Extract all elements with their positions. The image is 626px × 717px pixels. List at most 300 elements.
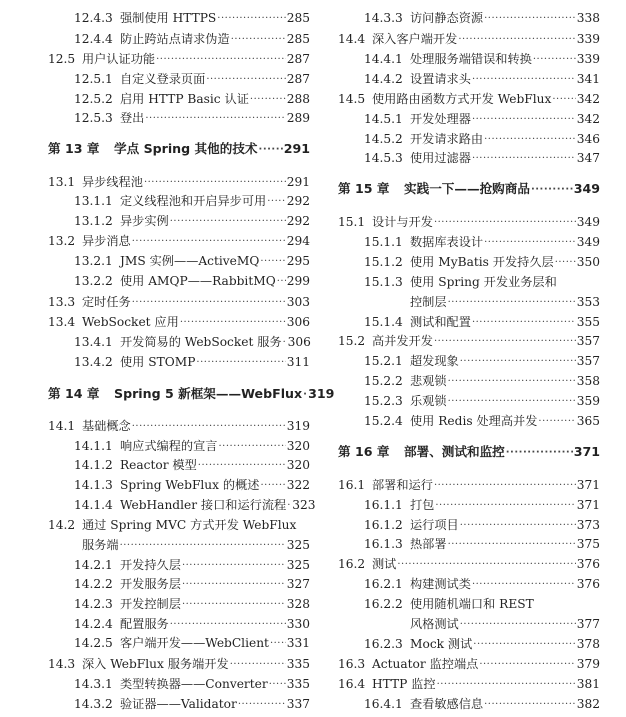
dot-leader [460,515,576,535]
toc-number: 14.2.4 [74,617,113,631]
toc-title: 测试和配置 [410,315,471,329]
toc-title: 使用 AMQP——RabbitMQ [120,274,276,288]
toc-page: 287 [286,52,310,66]
dot-leader [531,179,573,199]
toc-entry-15-2-3[interactable] [338,391,600,411]
toc-entry-14-4-2[interactable] [338,69,600,89]
toc-entry-16-2-1[interactable] [338,574,600,594]
toc-entry-14-5-1[interactable] [338,109,600,129]
toc-number: 13.4.1 [74,335,113,349]
toc-entry-16-3[interactable] [338,654,600,674]
toc-number: 14.1 [48,419,76,433]
toc-page: 299 [286,274,310,288]
toc-number: 12.4.3 [74,11,113,25]
toc-number: 16.2 [338,557,366,571]
toc-chapter-15[interactable] [338,179,600,199]
dot-leader [250,89,286,109]
toc-entry-15-1-3[interactable] [338,272,600,292]
toc-number: 16.1.3 [364,537,403,551]
chapter-title: 学点 Spring 其他的技术 [114,141,258,156]
dot-leader [397,554,575,574]
toc-number: 14.5.2 [364,132,403,146]
toc-title: 打包 [410,498,435,512]
dot-leader [259,139,283,159]
dot-leader [538,411,575,431]
toc-title: 开发服务层 [120,577,181,591]
dot-leader [170,211,286,231]
toc-number: 14.5.1 [364,112,403,126]
dot-leader [460,351,576,371]
toc-title: 异步实例 [120,214,169,228]
toc-page: 331 [286,636,310,650]
toc-entry-13-1-1[interactable] [48,191,310,211]
dot-leader [484,8,576,28]
toc-page: 292 [286,194,310,208]
chapter-number: 第 13 章 [48,141,100,156]
toc-title: 超发现象 [410,354,459,368]
toc-page: 378 [576,637,600,651]
toc-entry-14-1[interactable] [48,416,310,436]
toc-entry-12-5[interactable] [48,49,310,69]
dot-leader [270,633,286,653]
toc-title: 配置服务 [120,617,169,631]
toc-page: 349 [576,215,600,229]
toc-page: 376 [576,557,600,571]
toc-title: 运行项目 [410,518,459,532]
dot-leader [434,331,576,351]
toc-entry-14-5[interactable] [338,89,600,109]
toc-page: 365 [576,414,600,428]
toc-entry-13-4[interactable] [48,312,310,332]
toc-entry-16-1-2[interactable] [338,515,600,535]
dot-leader [182,574,286,594]
toc-title: 部署和运行 [372,478,433,492]
toc-title: 开发控制层 [120,597,181,611]
toc-entry-16-2-2[interactable] [338,594,600,614]
toc-title: 定义线程池和开启异步可用 [120,194,267,208]
toc-number: 12.5.2 [74,92,113,106]
dot-leader [132,231,286,251]
toc-entry-13-4-2[interactable] [48,352,310,372]
toc-number: 12.5.3 [74,111,113,125]
toc-title: 使用 STOMP [120,355,196,369]
dot-leader [156,49,286,69]
toc-page: 349 [573,181,600,196]
toc-title: 客户端开发——WebClient [120,636,269,650]
toc-entry-14-2-continued[interactable] [48,535,310,555]
toc-title: 用户认证功能 [82,52,156,66]
toc-number: 12.5 [48,52,76,66]
dot-leader [277,271,286,291]
toc-number: 15.1.2 [364,255,403,269]
toc-number: 12.4.4 [74,32,113,46]
toc-entry-14-2-5[interactable] [48,633,310,653]
toc-number: 15.1.1 [364,235,403,249]
toc-number: 15.2.1 [364,354,403,368]
toc-title: 基础概念 [82,419,131,433]
dot-leader [170,614,286,634]
toc-entry-14-1-2[interactable] [48,455,310,475]
toc-page: 287 [286,72,310,86]
toc-number: 13.2 [48,234,76,248]
toc-title: 响应式编程的宣言 [120,439,218,453]
toc-number: 14.1.4 [74,498,113,512]
toc-title: 强制使用 HTTPS [120,11,217,25]
toc-title: 使用 Redis 处理高并发 [410,414,538,428]
dot-leader [552,89,575,109]
toc-title: 使用路由函数方式开发 WebFlux [372,92,552,106]
dot-leader [484,129,576,149]
toc-title: 定时任务 [82,295,131,309]
chapter-title: 部署、测试和监控 [404,444,505,459]
toc-page: 346 [576,132,600,146]
toc-entry-14-5-2[interactable] [338,129,600,149]
toc-entry-14-2[interactable] [48,515,310,535]
toc-entry-13-4-1[interactable] [48,332,310,352]
toc-entry-15-1-3-continued[interactable] [338,292,600,312]
toc-entry-14-3-2[interactable] [48,694,310,714]
toc-title: WebSocket 应用 [82,315,179,329]
toc-entry-16-4[interactable] [338,674,600,694]
toc-title: Actuator 监控端点 [372,657,479,671]
toc-number: 15.2.2 [364,374,403,388]
toc-page: 371 [576,478,600,492]
toc-number: 14.2 [48,518,76,532]
toc-number: 14.4 [338,32,366,46]
toc-number: 14.2.1 [74,558,113,572]
toc-page: 291 [286,175,310,189]
toc-title: 类型转换器——Converter [120,677,268,691]
toc-page: 285 [286,32,310,46]
toc-page: 353 [576,295,600,309]
dot-leader [448,371,576,391]
toc-entry-16-1-1[interactable] [338,495,600,515]
toc-title: 设计与开发 [372,215,433,229]
toc-entry-14-1-4[interactable] [48,495,316,515]
toc-entry-14-2-2[interactable] [48,574,310,594]
toc-title: 服务端 [82,538,119,552]
toc-entry-14-3[interactable] [48,654,310,674]
toc-page: 306 [287,335,311,349]
dot-leader [448,292,576,312]
toc-number: 14.2.3 [74,597,113,611]
toc-number: 15.2.3 [364,394,403,408]
toc-number: 13.4.2 [74,355,113,369]
toc-page: 371 [573,444,600,459]
dot-leader [260,251,285,271]
chapter-title: 实践一下——抢购商品 [404,181,530,196]
toc-entry-16-1[interactable] [338,475,600,495]
toc-page: 285 [286,11,310,25]
toc-title: 查看敏感信息 [410,697,484,711]
toc-number: 15.1.3 [364,275,403,289]
toc-title: 防止跨站点请求伪造 [120,32,230,46]
dot-leader [472,574,576,594]
toc-entry-15-1-4[interactable] [338,312,600,332]
toc-number: 14.2.5 [74,636,113,650]
toc-page: 357 [576,334,600,348]
toc-page: 289 [286,111,310,125]
toc-entry-14-3-3[interactable] [338,8,600,28]
toc-page: 377 [576,617,600,631]
toc-page: 311 [286,355,310,369]
toc-title: 构建测试类 [410,577,471,591]
toc-title: 开发简易的 WebSocket 服务 [120,335,282,349]
toc-title: Reactor 模型 [120,458,197,472]
chapter-title: Spring 5 新框架——WebFlux [114,386,303,401]
toc-title: 控制层 [410,295,447,309]
toc-page: 379 [576,657,600,671]
toc-number: 13.4 [48,315,76,329]
toc-entry-15-2-2[interactable] [338,371,600,391]
dot-leader [473,634,575,654]
toc-entry-16-2-2-continued[interactable] [338,614,600,634]
toc-entry-15-2-4[interactable] [338,411,600,431]
toc-entry-12-4-3[interactable] [48,8,310,28]
toc-entry-13-1-2[interactable] [48,211,310,231]
toc-page: 294 [286,234,310,248]
dot-leader [448,534,576,554]
toc-entry-15-2[interactable] [338,331,600,351]
toc-number: 13.1.1 [74,194,113,208]
toc-title: 访问静态资源 [410,11,484,25]
toc-title: 数据库表设计 [410,235,484,249]
toc-page: 327 [286,577,310,591]
toc-entry-13-1[interactable] [48,172,310,192]
dot-leader [120,535,286,555]
toc-entry-15-1-2[interactable] [338,252,600,272]
toc-title: 异步消息 [82,234,131,248]
toc-title: 登出 [120,111,145,125]
toc-entry-16-2[interactable] [338,554,600,574]
toc-number: 16.1 [338,478,366,492]
toc-entry-13-2-2[interactable] [48,271,310,291]
toc-title: 异步线程池 [82,175,143,189]
toc-page: 319 [286,419,310,433]
chapter-number: 第 16 章 [338,444,390,459]
toc-title: HTTP 监控 [372,677,436,691]
toc-entry-14-1-1[interactable] [48,436,310,456]
toc-page: 295 [286,254,310,268]
dot-leader [555,252,576,272]
dot-leader [230,654,286,674]
toc-number: 15.1.4 [364,315,403,329]
dot-leader [283,332,287,352]
toc-number: 15.2.4 [364,414,403,428]
toc-page: 357 [576,354,600,368]
toc-entry-15-2-1[interactable] [338,351,600,371]
toc-title: 处理服务端错误和转换 [410,52,532,66]
toc-number: 14.4.1 [364,52,403,66]
toc-number: 15.1 [338,215,366,229]
dot-leader [144,172,286,192]
dot-leader [231,29,286,49]
toc-page: 319 [308,386,335,401]
toc-page: 337 [286,697,310,711]
toc-title: 使用 MyBatis 开发持久层 [410,255,554,269]
toc-page: 323 [292,498,316,512]
toc-entry-12-5-3[interactable] [48,108,310,128]
toc-page: 339 [576,32,600,46]
toc-page: 342 [576,112,600,126]
dot-leader [434,212,576,232]
dot-leader [182,555,286,575]
toc-page: 322 [286,478,310,492]
toc-page: 355 [576,315,600,329]
toc-page: 371 [576,498,600,512]
toc-number: 14.1.3 [74,478,113,492]
toc-page: 320 [286,439,310,453]
toc-number: 16.2.2 [364,597,403,611]
toc-number: 16.4.1 [364,697,403,711]
toc-entry-14-3-1[interactable] [48,674,310,694]
toc-entry-14-2-3[interactable] [48,594,310,614]
chapter-number: 第 14 章 [48,386,100,401]
dot-leader [217,8,285,28]
dot-leader [448,391,576,411]
toc-page: 330 [286,617,310,631]
toc-number: 13.3 [48,295,76,309]
toc-chapter-13[interactable] [48,139,310,159]
toc-title: Spring WebFlux 的概述 [120,478,260,492]
toc-entry-15-1-1[interactable] [338,232,600,252]
toc-page: 347 [576,151,600,165]
toc-page: 325 [286,538,310,552]
toc-number: 14.3.3 [364,11,403,25]
toc-entry-14-1-3[interactable] [48,475,310,495]
dot-leader [132,292,286,312]
toc-title: 使用 Spring 开发业务层和 [410,275,557,289]
toc-page: 335 [286,677,310,691]
dot-leader [132,416,286,436]
toc-number: 12.5.1 [74,72,113,86]
dot-leader [435,495,575,515]
dot-leader [460,614,576,634]
toc-entry-14-5-3[interactable] [338,148,600,168]
toc-entry-13-2[interactable] [48,231,310,251]
toc-title: 测试 [372,557,397,571]
toc-page: 291 [283,141,310,156]
toc-title: 通过 Spring MVC 方式开发 WebFlux [82,518,297,532]
toc-chapter-16[interactable] [338,442,600,462]
toc-title: 验证器——Validator [120,697,237,711]
toc-page: 342 [576,92,600,106]
toc-title: 深入客户端开发 [372,32,458,46]
dot-leader [472,109,576,129]
toc-page: 381 [576,677,600,691]
toc-title: 使用随机端口和 REST [410,597,534,611]
toc-page: 325 [286,558,310,572]
toc-entry-14-4[interactable] [338,29,600,49]
dot-leader [180,312,286,332]
toc-page: 376 [576,577,600,591]
dot-leader [472,69,576,89]
dot-leader [145,108,285,128]
toc-title: 风格测试 [410,617,459,631]
toc-page: 335 [286,657,310,671]
dot-leader [472,148,576,168]
toc-entry-16-2-3[interactable] [338,634,600,654]
toc-number: 14.5 [338,92,366,106]
toc-page: 339 [576,52,600,66]
toc-number: 14.3.2 [74,697,113,711]
toc-title: 高并发开发 [372,334,433,348]
toc-title: 乐观锁 [410,394,447,408]
toc-page: 292 [286,214,310,228]
dot-leader [260,475,285,495]
toc-number: 13.1 [48,175,76,189]
toc-title: 设置请求头 [410,72,471,86]
toc-page: 288 [286,92,310,106]
dot-leader [238,694,286,714]
toc-entry-14-2-1[interactable] [48,555,310,575]
toc-page: 341 [576,72,600,86]
dot-leader [287,495,291,515]
toc-number: 16.2.1 [364,577,403,591]
toc-entry-14-4-1[interactable] [338,49,600,69]
toc-number: 14.3.1 [74,677,113,691]
toc-number: 16.4 [338,677,366,691]
dot-leader [303,384,307,404]
toc-title: WebHandler 接口和运行流程 [120,498,287,512]
chapter-number: 第 15 章 [338,181,390,196]
toc-entry-13-3[interactable] [48,292,310,312]
toc-page: 358 [576,374,600,388]
toc-number: 14.4.2 [364,72,403,86]
toc-number: 14.2.2 [74,577,113,591]
toc-number: 14.5.3 [364,151,403,165]
toc-number: 15.2 [338,334,366,348]
toc-title: 深入 WebFlux 服务端开发 [82,657,229,671]
toc-entry-12-5-2[interactable] [48,89,310,109]
dot-leader [206,69,285,89]
toc-number: 14.1.2 [74,458,113,472]
toc-number: 13.1.2 [74,214,113,228]
toc-entry-16-4-1[interactable] [338,694,600,714]
toc-number: 14.1.1 [74,439,113,453]
toc-entry-13-2-1[interactable] [48,251,310,271]
dot-leader [533,49,576,69]
toc-title: 开发处理器 [410,112,471,126]
toc-chapter-14[interactable] [48,384,335,404]
dot-leader [269,674,286,694]
toc-page: 375 [576,537,600,551]
toc-page: 328 [286,597,310,611]
dot-leader [434,475,576,495]
toc-title: JMS 实例——ActiveMQ [120,254,260,268]
toc-entry-14-2-4[interactable] [48,614,310,634]
dot-leader [479,654,575,674]
toc-title: 启用 HTTP Basic 认证 [120,92,249,106]
dot-leader [506,442,573,462]
toc-number: 16.2.3 [364,637,403,651]
toc-page: 306 [286,315,310,329]
toc-entry-16-1-3[interactable] [338,534,600,554]
toc-title: 使用过滤器 [410,151,471,165]
toc-entry-15-1[interactable] [338,212,600,232]
dot-leader [267,191,285,211]
toc-number: 16.3 [338,657,366,671]
dot-leader [437,674,576,694]
toc-number: 13.2.1 [74,254,113,268]
toc-entry-12-5-1[interactable] [48,69,310,89]
toc-entry-12-4-4[interactable] [48,29,310,49]
toc-page: 349 [576,235,600,249]
dot-leader [219,436,286,456]
toc-number: 16.1.1 [364,498,403,512]
toc-number: 16.1.2 [364,518,403,532]
toc-page: 382 [576,697,600,711]
